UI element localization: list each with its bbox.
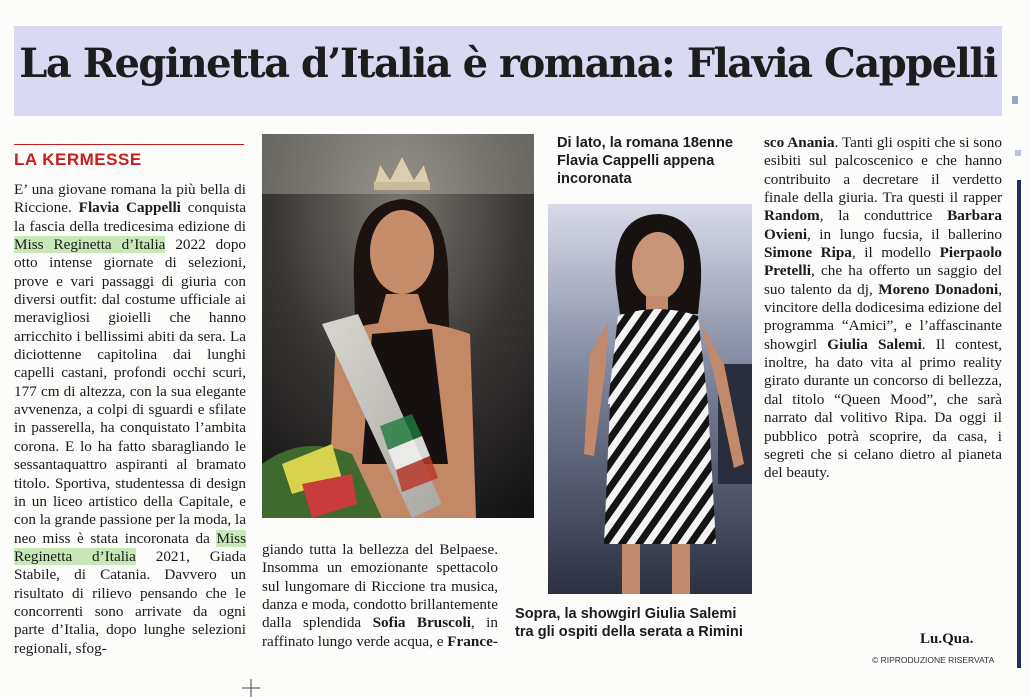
bold-name: Barbara Ovieni [764, 207, 1002, 243]
bold-name: Moreno Donadoni [878, 280, 999, 298]
text-run: 2022 dopo otto intense giornate di selezioni, prove e vari passaggi di giuria con diversi outfit: dal costume ufficiale ai meravigliosi gioielli che hanno arricchito i bellissimi abiti da sera. La diciottenne capitolina dai lunghi capelli castani, profondi occhi scuri, 177 cm di altezza, con la sua elegante avvenenza, a colpi di sguardi e sfilate in passerella, ha conquistato l’ambita corona. E lo ha fatto sbaragliando le sessantaquattro aspiranti al bramato titolo. Sportiva, studentessa di design in un liceo artistico della Capitale, e con la grande passione per la moda, la neo miss è stata incoronata da [14, 236, 246, 547]
text-run: , che ha offerto un saggio del suo talento da dj, [764, 262, 1002, 298]
bold-name: Giulia Salemi [827, 335, 922, 353]
crosshair-icon [242, 679, 260, 697]
text-run: , in lungo fucsia, il ballerino [807, 225, 1002, 243]
photo-flavia-cappelli [262, 134, 534, 518]
text-run: , la conduttrice [819, 207, 948, 225]
showgirl-photo [548, 204, 752, 594]
text-run: 2021, Giada Stabile, di Catania. Davvero un risultato di rilievo pensando che le concorrenti sono arrivate da ogni parte d’Italia, dopo lunghe selezioni regionali, sfog- [14, 547, 246, 657]
page-title: La Reginetta d’Italia è romana: Flavia Cappelli [19, 40, 997, 87]
author-signature: Lu.Qua. [920, 631, 974, 647]
bold-name: Pierpaolo Pretelli [764, 244, 1003, 280]
side-rule [1017, 180, 1021, 668]
bold-name: Random [764, 207, 820, 225]
page-edge-fragment [1010, 26, 1022, 116]
copyright-notice: © RIPRODUZIONE RISERVATA [872, 655, 995, 665]
article-text [764, 134, 1002, 483]
bold-name: Sofia Bruscoli [372, 614, 471, 632]
text-run: conquista la fascia della tredicesima edizione di [14, 199, 246, 235]
highlighted-term: Miss Reginetta d’Italia [14, 529, 246, 565]
bold-name: Flavia Cappelli [78, 199, 181, 217]
edge-mark [1012, 96, 1018, 104]
article-text [262, 541, 498, 651]
edge-tick [1015, 150, 1021, 156]
section-label-text: LA KERMESSE [14, 150, 142, 169]
article-column-1 [14, 181, 246, 658]
text-run: , vincitore della dodicesima edizione del programma “Amici”, e l’affascinante showgirl [764, 280, 1002, 353]
section-label [14, 144, 244, 170]
bold-name: Simone Ripa [764, 244, 852, 262]
text-run: giando tutta la bellezza del Belpaese. Insomma un emozionante spettacolo sul lungomare di Riccione tra musica, danza e moda, condotto brillantemente dalla splendida [262, 541, 498, 632]
photo-caption-top: Di lato, la romana 18enne Flavia Cappelli appena incoronata [557, 135, 733, 187]
text-run: , in raffinato lungo verde acqua, e [262, 614, 498, 650]
text-run: . Tanti gli ospiti che si sono esibiti sul palcoscenico e che hanno contribuito a decretare il verdetto finale della giuria. Tra questi il rapper [764, 134, 1002, 207]
bold-name: sco Anania [764, 134, 835, 151]
text-run: E’ una giovane romana la più bella di Riccione. [14, 181, 246, 217]
photo-caption-bottom: Sopra, la showgirl Giulia Salemi tra gli ospiti della serata a Rimini [515, 606, 743, 640]
article-text [14, 181, 246, 658]
photo-giulia-salemi [548, 204, 752, 594]
article-column-2 [262, 541, 498, 651]
bold-name: France- [447, 632, 498, 650]
crowned-miss-photo [262, 134, 534, 518]
headline-band [14, 26, 1002, 116]
text-run: , il modello [851, 244, 940, 262]
highlighted-term: Miss Reginetta d’Italia [14, 236, 166, 254]
article-column-3 [764, 134, 1002, 483]
text-run: . Il contest, inoltre, ha dato vita al primo reality girato durante un concorso di bellezza, dal titolo “Queen Mood”, che sarà narrato dal volitivo Ripa. Da oggi il pubblico potrà scoprire, da casa, i segreti che si celano dietro al pianeta del beauty. [764, 335, 1002, 482]
